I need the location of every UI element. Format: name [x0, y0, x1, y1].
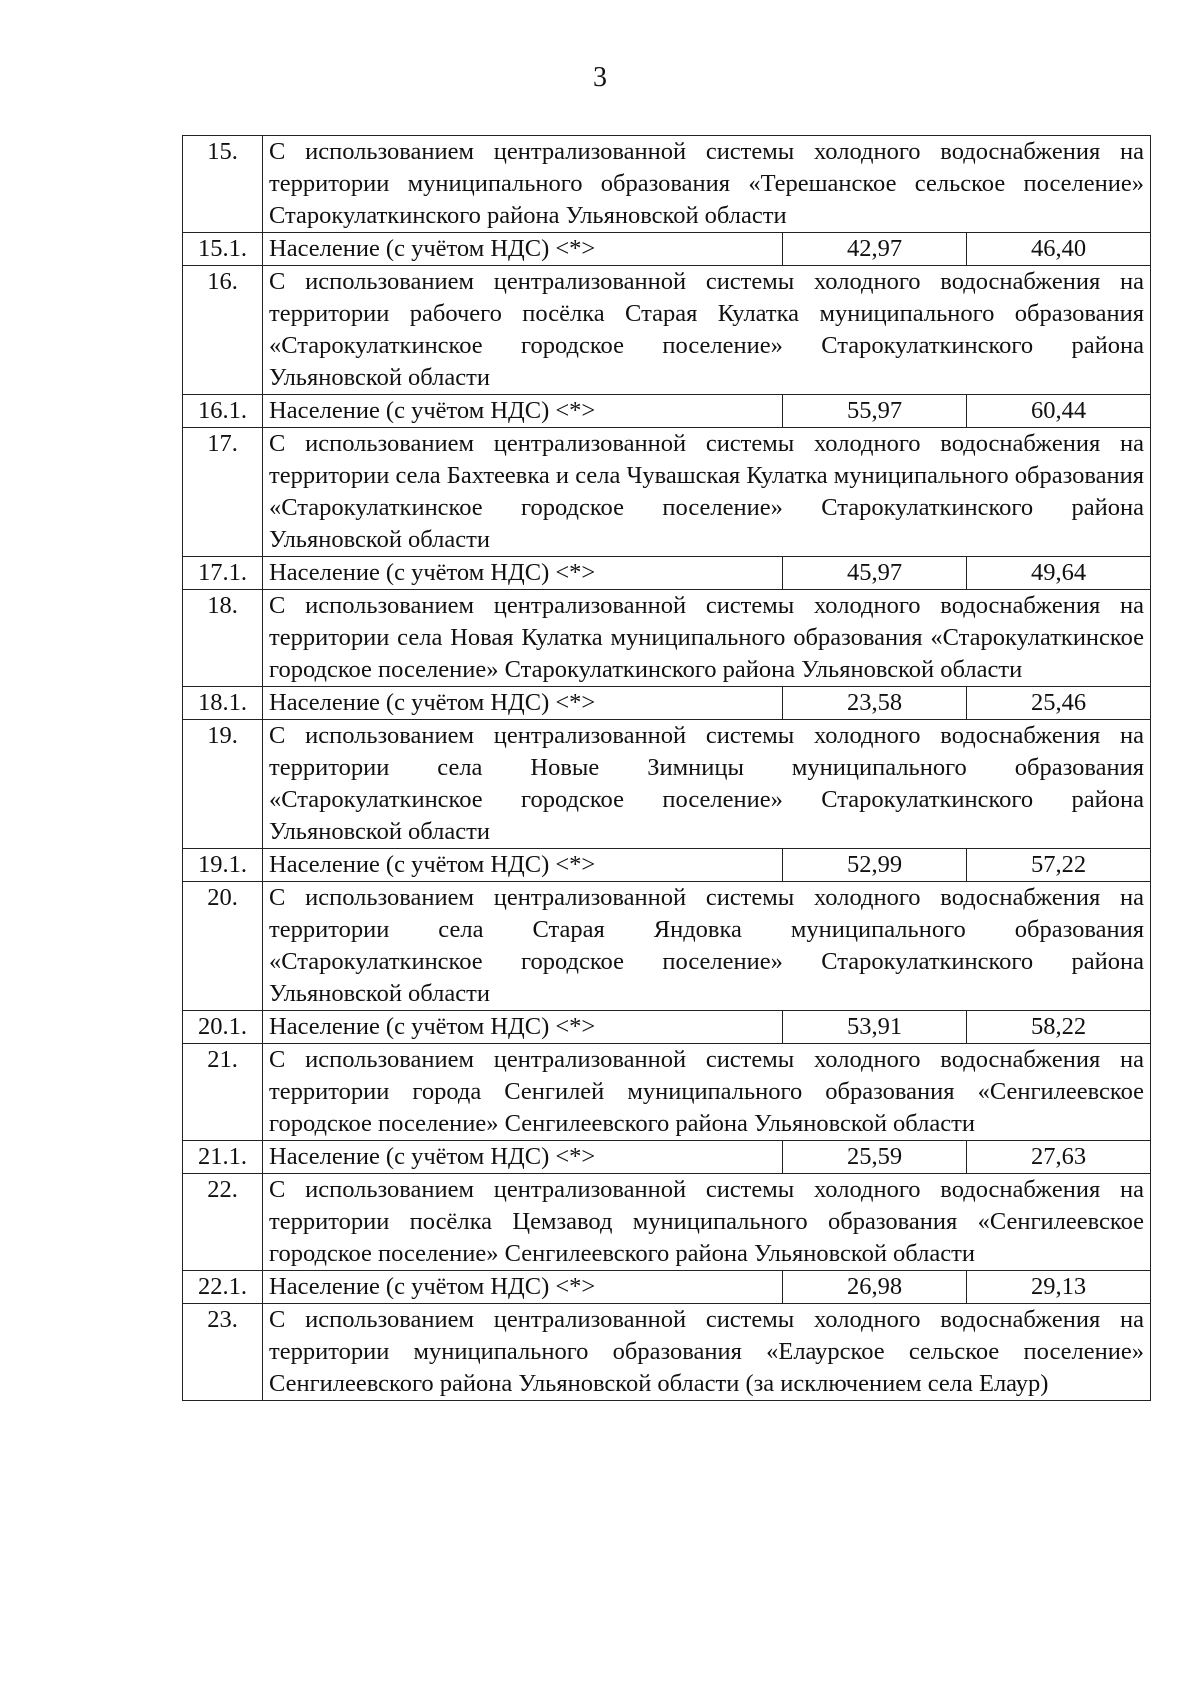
row-number: 20.1. [183, 1011, 263, 1044]
tariff-row [183, 1011, 1151, 1044]
consumer-label: Население (с учётом НДС) <*> [263, 395, 783, 428]
tariff-value-1: 23,58 [783, 687, 967, 720]
row-number: 22. [183, 1174, 263, 1271]
row-number: 21.1. [183, 1141, 263, 1174]
section-description: С использованием централизованной системы холодного водоснабжения на территории муниципального образования «Терешанское сельское поселение» Старокулаткинского района Ульяновской области [263, 136, 1151, 233]
tariff-value-1: 25,59 [783, 1141, 967, 1174]
section-row [183, 590, 1151, 687]
row-number: 17.1. [183, 557, 263, 590]
section-description: С использованием централизованной системы холодного водоснабжения на территории города Сенгилей муниципального образования «Сенгилеевское городское поселение» Сенгилеевского района Ульяновской области [263, 1044, 1151, 1141]
section-row [183, 1174, 1151, 1271]
section-description: С использованием централизованной системы холодного водоснабжения на территории муниципального образования «Елаурское сельское поселение» Сенгилеевского района Ульяновской области (за исключением села Елаур) [263, 1304, 1151, 1401]
row-number: 16. [183, 266, 263, 395]
row-number: 15.1. [183, 233, 263, 266]
section-row [183, 1304, 1151, 1401]
row-number: 20. [183, 882, 263, 1011]
section-row [183, 428, 1151, 557]
tariff-value-1: 53,91 [783, 1011, 967, 1044]
consumer-label: Население (с учётом НДС) <*> [263, 1011, 783, 1044]
row-number: 17. [183, 428, 263, 557]
tariff-value-1: 55,97 [783, 395, 967, 428]
section-description: С использованием централизованной системы холодного водоснабжения на территории рабочего посёлка Старая Кулатка муниципального образования «Старокулаткинское городское поселение» Старокулаткинского района Ульяновской области [263, 266, 1151, 395]
page-number: 3 [593, 62, 607, 93]
row-number: 15. [183, 136, 263, 233]
section-description: С использованием централизованной системы холодного водоснабжения на территории посёлка Цемзавод муниципального образования «Сенгилеевское городское поселение» Сенгилеевского района Ульяновской области [263, 1174, 1151, 1271]
tariff-value-2: 57,22 [967, 849, 1151, 882]
consumer-label: Население (с учётом НДС) <*> [263, 233, 783, 266]
tariff-row [183, 1141, 1151, 1174]
row-number: 18. [183, 590, 263, 687]
section-row [183, 1044, 1151, 1141]
section-description: С использованием централизованной системы холодного водоснабжения на территории села Бахтеевка и села Чувашская Кулатка муниципального образования «Старокулаткинское городское поселение» Старокулаткинского района Ульяновской области [263, 428, 1151, 557]
tariff-value-1: 45,97 [783, 557, 967, 590]
tariff-value-2: 25,46 [967, 687, 1151, 720]
row-number: 18.1. [183, 687, 263, 720]
row-number: 19.1. [183, 849, 263, 882]
tariff-row [183, 557, 1151, 590]
tariff-value-1: 52,99 [783, 849, 967, 882]
row-number: 16.1. [183, 395, 263, 428]
consumer-label: Население (с учётом НДС) <*> [263, 1141, 783, 1174]
section-description: С использованием централизованной системы холодного водоснабжения на территории села Старая Яндовка муниципального образования «Старокулаткинское городское поселение» Старокулаткинского района Ульяновской области [263, 882, 1151, 1011]
section-row [183, 136, 1151, 233]
tariff-value-2: 27,63 [967, 1141, 1151, 1174]
section-row [183, 882, 1151, 1011]
tariff-value-2: 46,40 [967, 233, 1151, 266]
row-number: 22.1. [183, 1271, 263, 1304]
consumer-label: Население (с учётом НДС) <*> [263, 557, 783, 590]
tariff-row [183, 849, 1151, 882]
tariff-value-2: 58,22 [967, 1011, 1151, 1044]
section-description: С использованием централизованной системы холодного водоснабжения на территории села Новая Кулатка муниципального образования «Старокулаткинское городское поселение» Старокулаткинского района Ульяновской области [263, 590, 1151, 687]
section-row [183, 720, 1151, 849]
section-row [183, 266, 1151, 395]
tariff-row [183, 233, 1151, 266]
consumer-label: Население (с учётом НДС) <*> [263, 687, 783, 720]
tariff-row [183, 395, 1151, 428]
tariff-value-1: 42,97 [783, 233, 967, 266]
row-number: 21. [183, 1044, 263, 1141]
row-number: 23. [183, 1304, 263, 1401]
row-number: 19. [183, 720, 263, 849]
consumer-label: Население (с учётом НДС) <*> [263, 849, 783, 882]
consumer-label: Население (с учётом НДС) <*> [263, 1271, 783, 1304]
tariff-row [183, 1271, 1151, 1304]
tariff-value-2: 49,64 [967, 557, 1151, 590]
section-description: С использованием централизованной системы холодного водоснабжения на территории села Новые Зимницы муниципального образования «Старокулаткинское городское поселение» Старокулаткинского района Ульяновской области [263, 720, 1151, 849]
tariff-value-2: 60,44 [967, 395, 1151, 428]
tariff-table [182, 135, 1151, 1401]
tariff-value-1: 26,98 [783, 1271, 967, 1304]
tariff-value-2: 29,13 [967, 1271, 1151, 1304]
tariff-row [183, 687, 1151, 720]
